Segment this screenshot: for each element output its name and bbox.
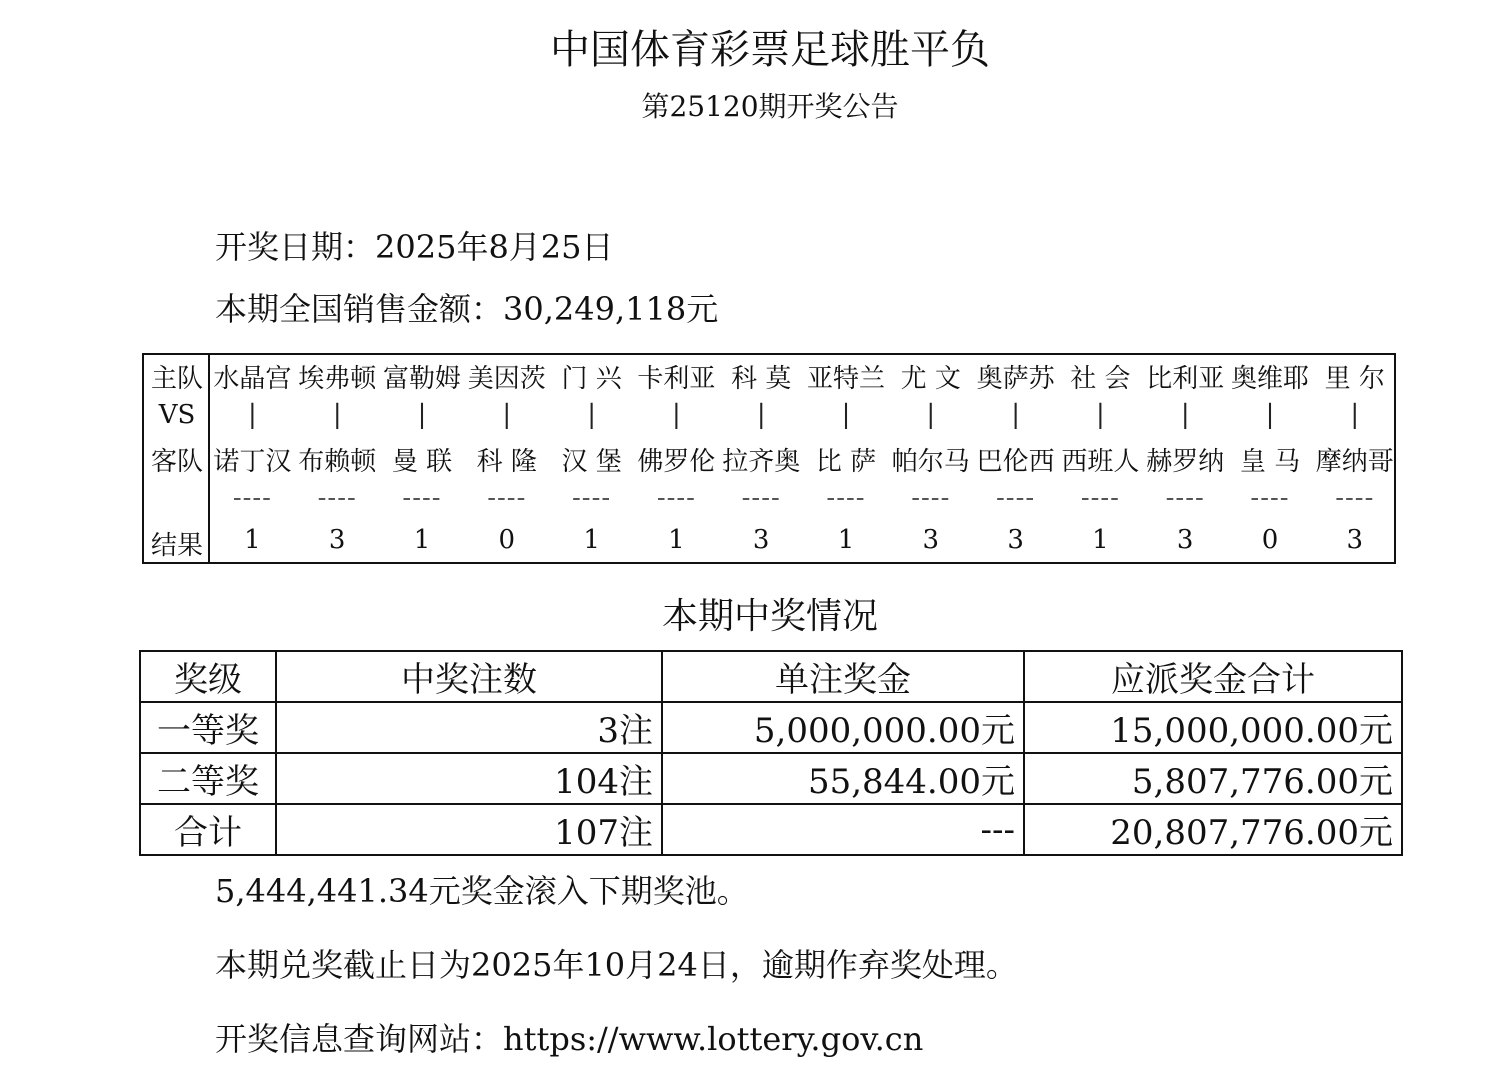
home-team: 尤 文	[900, 364, 961, 394]
table-row	[140, 702, 1402, 753]
match-result: 0	[498, 525, 516, 555]
home-team: 卡利亚	[637, 364, 716, 394]
result-label: 结果	[150, 531, 203, 561]
away-team: 比 萨	[815, 447, 877, 477]
vs-separator: |	[587, 400, 596, 430]
dash-line: ----	[826, 483, 866, 513]
dash-line: ----	[1335, 483, 1375, 513]
away-label: 客队	[150, 447, 203, 477]
dash-line: ----	[232, 483, 272, 513]
home-team: 门 兴	[561, 364, 622, 394]
home-label: 主队	[150, 364, 203, 394]
vs-separator: |	[248, 400, 257, 430]
unit-prize: ---	[662, 804, 1024, 855]
page-title: 中国体育彩票足球胜平负	[550, 27, 990, 73]
prize-level: 一等奖	[140, 702, 276, 753]
match-result: 3	[1176, 525, 1194, 555]
match-table	[142, 353, 1396, 564]
away-team: 曼 联	[391, 447, 453, 477]
match-result: 1	[668, 525, 685, 555]
dash-line: ----	[1165, 483, 1205, 513]
match-result: 1	[413, 525, 431, 555]
table-row	[140, 753, 1402, 804]
dash-line: ----	[1080, 483, 1120, 513]
match-result: 3	[328, 525, 346, 555]
table-row	[140, 804, 1402, 855]
winner-count: 104注	[276, 753, 662, 804]
match-result: 3	[922, 525, 940, 555]
vs-separator: |	[1180, 400, 1190, 430]
vs-separator: |	[417, 400, 427, 430]
total-prize: 15,000,000.00元	[1024, 702, 1402, 753]
website-info: 开奖信息查询网站：https://www.lottery.gov.cn	[215, 1020, 924, 1058]
dash-line: ----	[572, 483, 612, 513]
rollover-note: 5,444,441.34元奖金滚入下期奖池。	[215, 872, 749, 910]
vs-separator: |	[841, 400, 851, 430]
vs-separator: |	[502, 400, 512, 430]
match-result: 3	[1346, 525, 1364, 555]
total-prize: 20,807,776.00元	[1024, 804, 1402, 855]
match-result: 1	[244, 525, 261, 555]
total-prize: 5,807,776.00元	[1024, 753, 1402, 804]
away-team: 布赖顿	[298, 447, 377, 477]
draw-date: 开奖日期：2025年8月25日	[215, 228, 614, 266]
dash-line: ----	[911, 483, 951, 513]
winner-count: 107注	[276, 804, 662, 855]
home-team: 富勒姆	[382, 364, 461, 394]
home-team: 里 尔	[1324, 364, 1385, 394]
prize-table-header	[140, 651, 1402, 702]
dash-line: ----	[317, 483, 357, 513]
vs-separator: |	[1265, 400, 1275, 430]
match-result: 3	[1007, 525, 1024, 555]
match-result: 1	[1092, 525, 1109, 555]
vs-separator: |	[672, 400, 681, 430]
dash-line: ----	[487, 483, 527, 513]
unit-prize: 55,844.00元	[662, 753, 1024, 804]
away-team: 佛罗伦	[637, 447, 716, 477]
home-team: 美因茨	[467, 364, 546, 394]
prize-table	[139, 650, 1403, 856]
col-header-total: 应派奖金合计	[1024, 651, 1402, 702]
dash-line: ----	[656, 483, 696, 513]
away-team: 诺丁汉	[213, 447, 292, 477]
home-team: 奥维耶	[1230, 364, 1309, 394]
vs-separator: |	[1350, 400, 1360, 430]
claim-deadline: 本期兑奖截止日为2025年10月24日，逾期作弃奖处理。	[215, 946, 1018, 984]
vs-separator: |	[926, 400, 936, 430]
match-result: 0	[1261, 525, 1279, 555]
away-team: 赫罗纳	[1146, 447, 1225, 477]
away-team: 科 隆	[476, 447, 537, 477]
dash-line: ----	[1250, 483, 1290, 513]
vs-separator: |	[332, 400, 342, 430]
prize-level: 二等奖	[140, 753, 276, 804]
winner-count: 3注	[276, 702, 662, 753]
vs-separator: |	[756, 400, 766, 430]
col-header-unit-prize: 单注奖金	[662, 651, 1024, 702]
match-result: 1	[583, 525, 600, 555]
away-team: 西班人	[1061, 447, 1140, 477]
vs-label: VS	[158, 400, 196, 430]
away-team: 帕尔马	[891, 447, 970, 477]
unit-prize: 5,000,000.00元	[662, 702, 1024, 753]
home-team: 亚特兰	[806, 364, 885, 394]
home-team: 科 莫	[731, 364, 792, 394]
home-team: 埃弗顿	[298, 364, 377, 394]
home-team: 水晶宫	[213, 364, 292, 394]
col-header-level: 奖级	[140, 651, 276, 702]
away-team: 拉齐奥	[722, 447, 801, 477]
away-team: 巴伦西	[976, 447, 1055, 477]
away-team: 皇 马	[1239, 447, 1301, 477]
col-header-count: 中奖注数	[276, 651, 662, 702]
dash-line: ----	[741, 483, 781, 513]
home-team: 奥萨苏	[976, 364, 1055, 394]
national-sales: 本期全国销售金额：30,249,118元	[215, 290, 719, 328]
vs-separator: |	[1011, 400, 1020, 430]
home-team: 比利亚	[1146, 364, 1225, 394]
home-team: 社 会	[1070, 364, 1131, 394]
winning-heading: 本期中奖情况	[661, 596, 878, 637]
away-team: 汉 堡	[561, 447, 622, 477]
match-result: 3	[752, 525, 770, 555]
match-result: 1	[837, 525, 855, 555]
issue-subtitle: 第25120期开奖公告	[641, 90, 899, 123]
away-team: 摩纳哥	[1315, 447, 1394, 477]
prize-level: 合计	[140, 804, 276, 855]
dash-line: ----	[996, 483, 1036, 513]
dash-line: ----	[402, 483, 442, 513]
vs-separator: |	[1096, 400, 1105, 430]
